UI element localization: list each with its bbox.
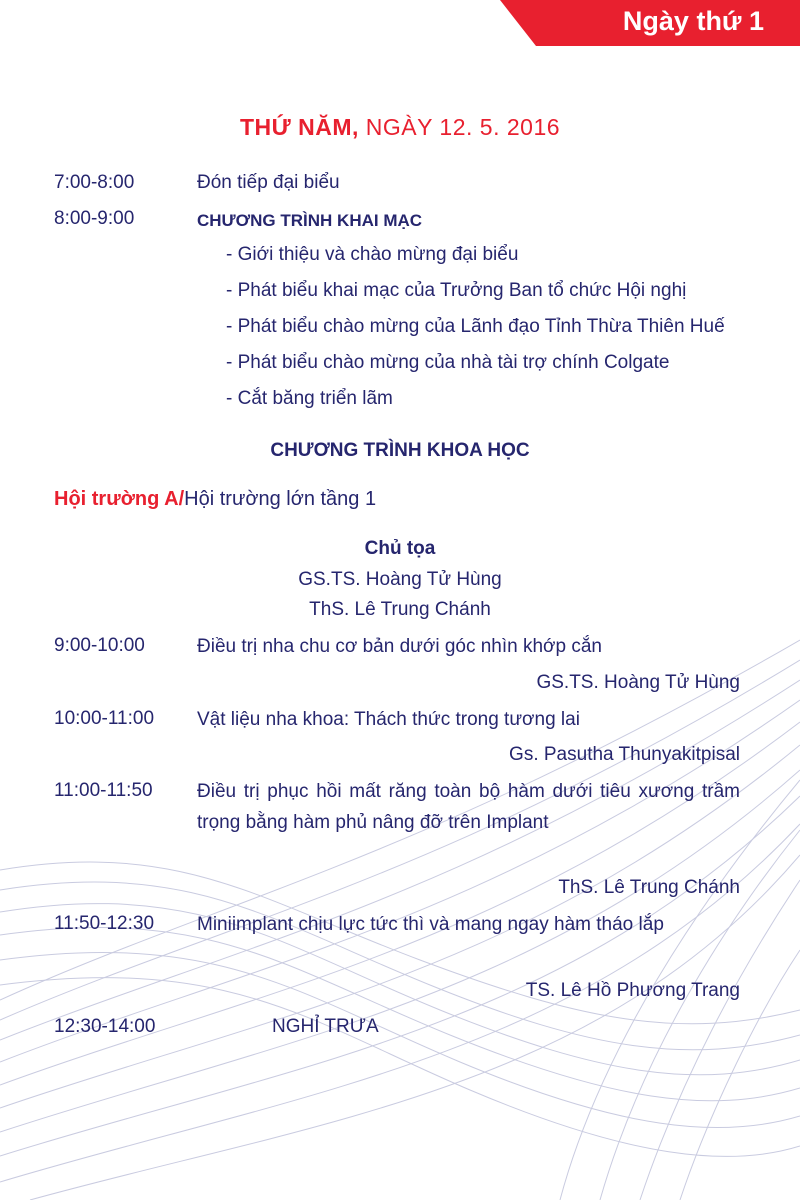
opening-item: - Phát biểu chào mừng của Lãnh đạo Tỉnh Thừa Thiên Huế	[226, 316, 725, 337]
science-program-title: CHƯƠNG TRÌNH KHOA HỌC	[270, 440, 530, 461]
opening-item: - Phát biểu khai mạc của Trưởng Ban tổ chức Hội nghị	[226, 280, 687, 301]
chair-name: ThS. Lê Trung Chánh	[309, 599, 491, 620]
session-title: Điều trị nha chu cơ bản dưới góc nhìn khớp cắn	[197, 636, 602, 657]
opening-ceremony-title: CHƯƠNG TRÌNH KHAI MẠC	[197, 211, 423, 230]
day-tab-label: Ngày thứ 1	[622, 6, 764, 36]
session-time: 9:00-10:00	[54, 635, 145, 656]
session-title: Điều trị phục hồi mất răng toàn bộ hàm dưới tiêu xương trầm trọng bằng hàm phủ nâng đỡ trên Implant	[197, 781, 740, 833]
hall-heading	[54, 488, 376, 511]
hall-name: Hội trường A/	[54, 488, 185, 510]
date-text: NGÀY 12. 5. 2016	[365, 114, 561, 140]
opening-item: - Giới thiệu và chào mừng đại biểu	[226, 244, 519, 265]
session-speaker: ThS. Lê Trung Chánh	[558, 877, 740, 898]
date-header	[0, 114, 800, 141]
session-time: 11:50-12:30	[54, 913, 155, 934]
opening-item: - Phát biểu chào mừng của nhà tài trợ chính Colgate	[226, 352, 670, 373]
schedule-row-welcome	[0, 172, 800, 202]
opening-item: - Cắt băng triển lãm	[226, 388, 393, 409]
date-weekday: THỨ NĂM,	[239, 114, 359, 140]
activity-text: Đón tiếp đại biểu	[197, 172, 340, 193]
session-time: 11:00-11:50	[54, 780, 153, 801]
session-speaker: GS.TS. Hoàng Tử Hùng	[536, 672, 740, 693]
session-speaker: Gs. Pasutha Thunyakitpisal	[509, 744, 740, 765]
session-time: 10:00-11:00	[54, 708, 155, 729]
lunch-time: 12:30-14:00	[54, 1016, 156, 1037]
session-speaker: TS. Lê Hồ Phương Trang	[525, 980, 740, 1001]
time-slot: 7:00-8:00	[54, 172, 135, 193]
schedule-row-opening	[0, 208, 800, 238]
session-title: Vật liệu nha khoa: Thách thức trong tương lai	[197, 709, 580, 730]
session-title: Miniimplant chịu lực tức thì và mang ngay hàm tháo lắp	[197, 914, 664, 935]
hall-location: Hội trường lớn tầng 1	[184, 488, 377, 510]
lunch-text: NGHỈ TRƯA	[272, 1016, 379, 1037]
time-slot: 8:00-9:00	[54, 208, 135, 229]
chair-name: GS.TS. Hoàng Tử Hùng	[298, 569, 502, 590]
chair-label: Chủ tọa	[364, 538, 436, 559]
